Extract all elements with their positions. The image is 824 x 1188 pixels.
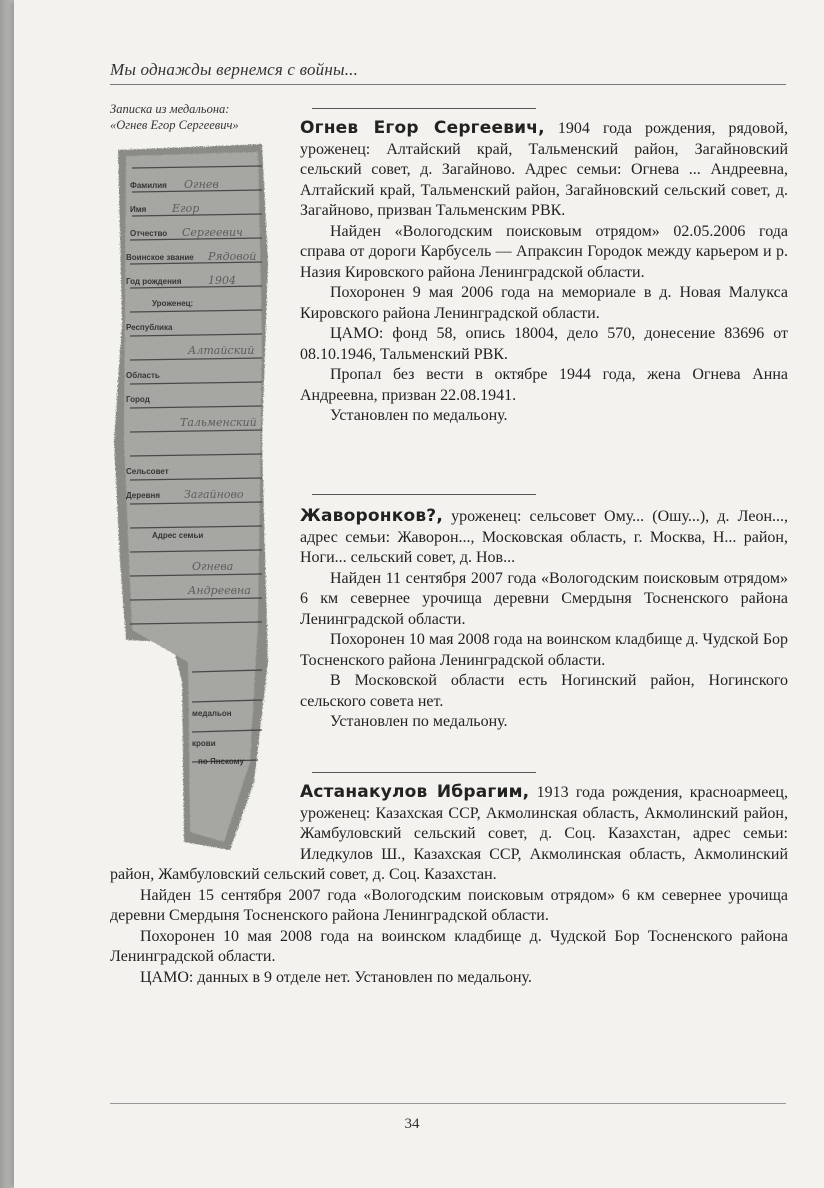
entry-zhavoronkov	[300, 506, 788, 733]
svg-text:Год рождения: Год рождения	[126, 277, 182, 286]
svg-text:Загайново: Загайново	[184, 488, 244, 501]
entry-rule-1	[312, 108, 536, 109]
caption-line-1: Записка из медальона:	[110, 102, 230, 116]
running-head: Мы однажды вернемся с войны...	[110, 60, 786, 85]
entry-paragraph	[110, 782, 788, 886]
svg-text:Имя: Имя	[130, 205, 147, 214]
svg-text:Рядовой: Рядовой	[208, 250, 257, 263]
entry-text: уроженец: сельсовет Ому... (Ошу...), д. Леон..., адрес семьи: Жаворон..., Московская область, г. Москва, Н... район, Ноги... сельский совет, д. Нов...	[300, 508, 789, 566]
entry-name: Огнев Егор Сергеевич,	[300, 118, 545, 138]
svg-text:Тальменский: Тальменский	[180, 416, 257, 429]
svg-text:по Янскому: по Янскому	[198, 757, 244, 766]
svg-text:Сергеевич: Сергеевич	[182, 226, 243, 239]
svg-text:Андреевна: Андреевна	[188, 584, 251, 597]
entry-paragraph: Найден 15 сентября 2007 года «Вологодским поисковым отрядом» 6 км севернее урочища деревни Смердыня Тосненского района Ленинградской области.	[110, 886, 788, 924]
footer-rule	[110, 1103, 786, 1104]
entry-paragraph: ЦАМО: данных в 9 отделе нет. Установлен по медальону.	[140, 968, 532, 986]
svg-text:Егор: Егор	[172, 202, 200, 215]
float-spacer	[110, 782, 300, 864]
page-number: 34	[404, 1116, 420, 1132]
entry-astanakulov	[110, 782, 788, 988]
entry-text: 1904 года рождения, рядовой, уроженец: Алтайский край, Тальменский район, Загайновский сельский совет, д. Загайново. Адрес семьи: Огнева ... Андреевна, Алтайский край, Тальменский район, Загайновский сельский совет, д. Загайново, призван Тальменским РВК.	[300, 120, 789, 219]
svg-text:Республика: Республика	[126, 323, 173, 332]
entry-paragraph: ЦАМО: фонд 58, опись 18004, дело 570, донесение 83696 от 08.10.1946, Тальменский РВК.	[300, 325, 788, 363]
entry-paragraph: Похоронен 9 мая 2006 года на мемориале в д. Новая Малукса Кировского района Ленинградской области.	[300, 284, 788, 322]
svg-text:Уроженец:: Уроженец:	[152, 299, 194, 308]
svg-text:Город: Город	[126, 395, 150, 404]
entry-rule-3	[312, 772, 536, 773]
entry-paragraph: Пропал без вести в октябре 1944 года, жена Огнева Анна Андреевна, призван 22.08.1941.	[300, 366, 788, 404]
entry-ognev	[300, 118, 788, 427]
svg-text:1904: 1904	[208, 274, 236, 287]
entry-paragraph: Найден «Вологодским поисковым отрядом» 02.05.2006 года справа от дороги Карбусель — Апраксин Городок между карьером и р. Назия Кировского района Ленинградской области.	[300, 222, 788, 281]
svg-text:Огнев: Огнев	[184, 178, 219, 191]
entry-paragraph	[300, 118, 788, 222]
entry-paragraph: Установлен по медальону.	[330, 713, 508, 730]
entry-paragraph	[300, 506, 788, 569]
entry-paragraph: Установлен по медальону.	[330, 407, 508, 424]
svg-text:медальон: медальон	[192, 709, 232, 718]
svg-text:Сельсовет: Сельсовет	[126, 467, 169, 476]
caption-line-2: «Огнев Егор Сергеевич»	[110, 118, 239, 132]
svg-text:Отчество: Отчество	[130, 229, 168, 238]
entry-paragraph: В Московской области есть Ногинский район, Ногинского сельского совета нет.	[300, 672, 788, 710]
svg-text:Алтайский: Алтайский	[188, 344, 255, 357]
svg-text:Адрес семьи: Адрес семьи	[152, 531, 204, 540]
entry-name: Астанакулов Ибрагим,	[300, 782, 530, 802]
entry-name: Жаворонков?,	[300, 506, 444, 526]
entry-rule-2	[312, 494, 536, 495]
svg-text:Воинское звание: Воинское звание	[126, 253, 194, 262]
medallion-caption	[110, 101, 290, 133]
entry-paragraph: Похоронен 10 мая 2008 года на воинском кладбище д. Чудской Бор Тосненского района Ленинградской области.	[300, 631, 788, 669]
medallion-note-image	[112, 142, 272, 852]
entry-text: 1913 года рождения, красноармеец, уроженец: Казахская ССР, Акмолинская область, Акмолинский район, Жамбуловский сельский совет, д. Соц. Казахстан, адрес семьи: Иледкулов Ш., Казахская ССР, Акмолинская область, Акмолинский район, Жамбуловский сельский совет, д. Соц. Казахстан.	[110, 784, 788, 883]
svg-text:крови: крови	[192, 739, 216, 748]
svg-text:Деревня: Деревня	[126, 491, 160, 500]
svg-text:Область: Область	[126, 371, 160, 380]
entry-paragraph: Похоронен 10 мая 2008 года на воинском кладбище д. Чудской Бор Тосненского района Ленинградской области.	[110, 927, 788, 965]
svg-text:Огнева: Огнева	[192, 560, 234, 573]
book-gutter	[0, 0, 14, 1188]
entry-paragraph: Найден 11 сентября 2007 года «Вологодским поисковым отрядом» 6 км севернее урочища деревни Смердыня Тосненского района Ленинградской области.	[300, 569, 788, 628]
svg-text:Фамилия: Фамилия	[130, 181, 167, 190]
